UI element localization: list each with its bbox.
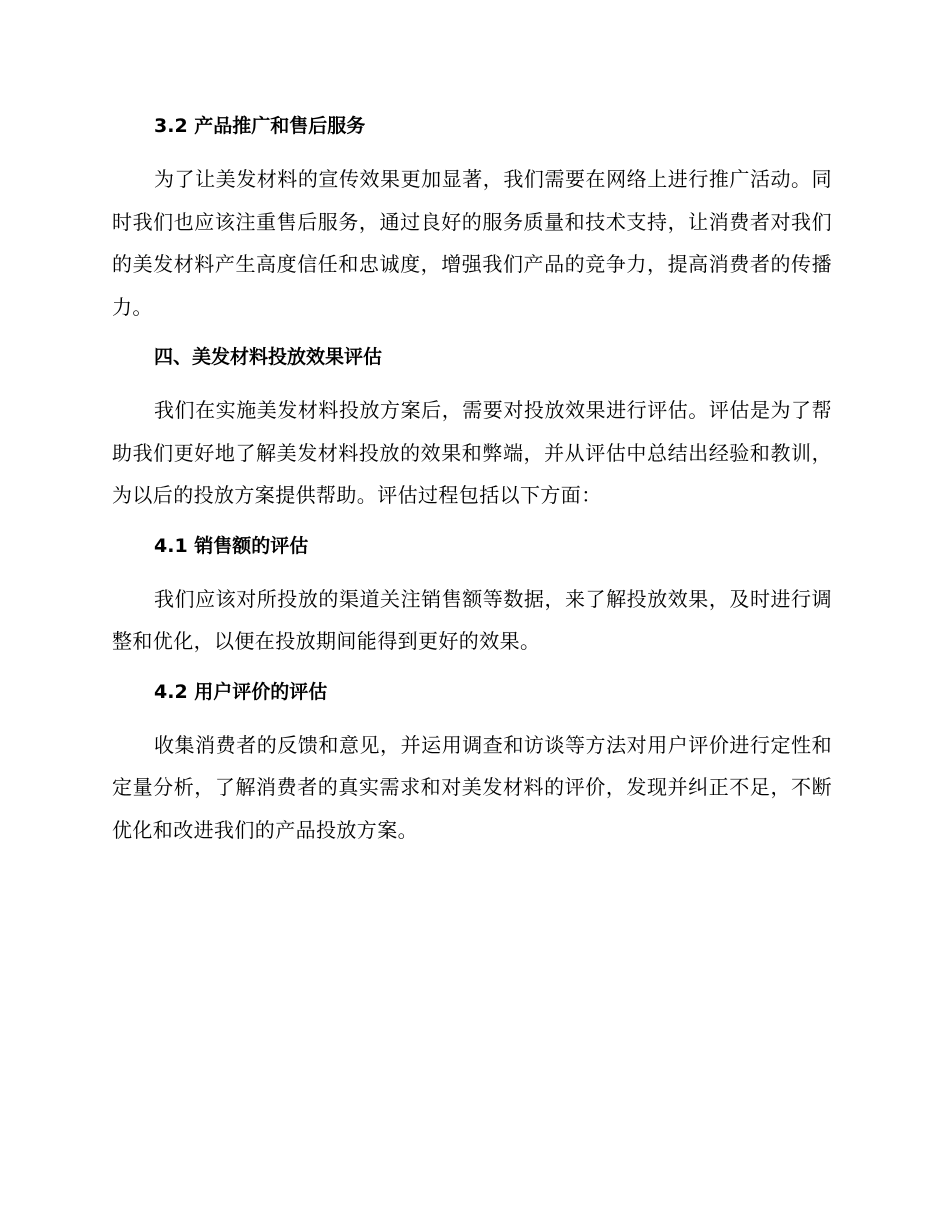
section-body-4-2: 收集消费者的反馈和意见，并运用调查和访谈等方法对用户评价进行定性和定量分析，了解消费者的真实需求和对美发材料的评价，发现并纠正不足，不断优化和改进我们的产品投放方案。 bbox=[112, 732, 832, 842]
section-body-4-1: 我们应该对所投放的渠道关注销售额等数据，来了解投放效果，及时进行调整和优化，以便在投放期间能得到更好的效果。 bbox=[112, 586, 832, 653]
section-heading-3-2: 3.2 产品推广和售后服务 bbox=[154, 115, 366, 137]
section-heading-4-1: 4.1 销售额的评估 bbox=[154, 534, 309, 557]
section-body-3-2: 为了让美发材料的宣传效果更加显著，我们需要在网络上进行推广活动。同时我们也应该注重售后服务，通过良好的服务质量和技术支持，让消费者对我们的美发材料产生高度信任和忠诚度，增强我们产品的竞争力，提高消费者的传播力。 bbox=[112, 167, 832, 319]
section-body-4: 我们在实施美发材料投放方案后，需要对投放效果进行评估。评估是为了帮助我们更好地了解美发材料投放的效果和弊端，并从评估中总结出经验和教训，为以后的投放方案提供帮助。评估过程包括以下方面： bbox=[112, 398, 832, 507]
document-content bbox=[112, 110, 832, 851]
section-heading-4-2: 4.2 用户评价的评估 bbox=[154, 680, 328, 703]
section-heading-4: 四、美发材料投放效果评估 bbox=[154, 346, 383, 368]
